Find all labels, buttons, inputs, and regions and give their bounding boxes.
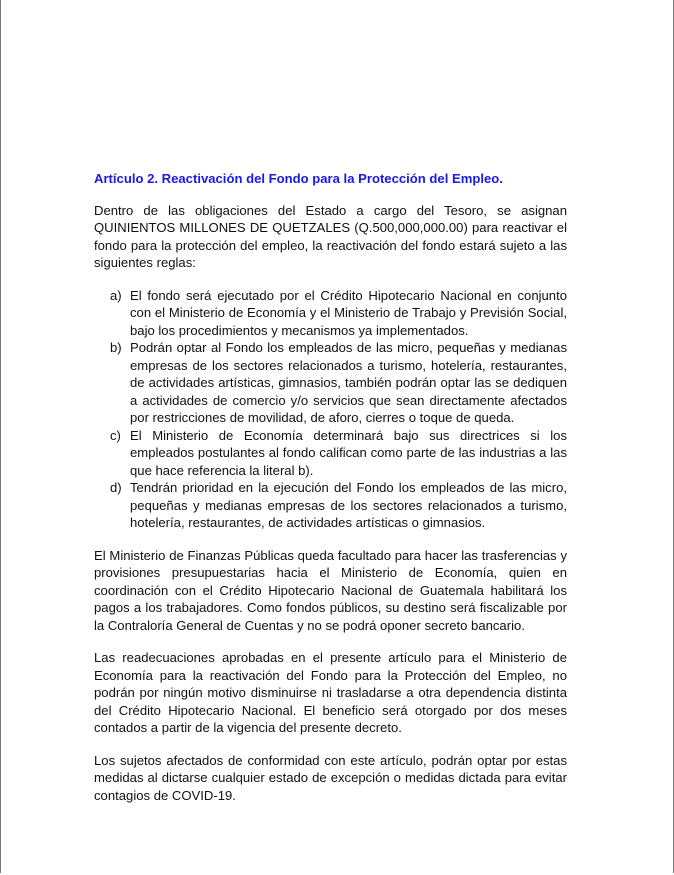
rule-marker-a: a) bbox=[110, 287, 122, 303]
rule-text-c: El Ministerio de Economía determinará bajo sus directrices si los empleados postulantes al fondo califican como parte de las industrias a las que hace referencia la literal b). bbox=[130, 427, 567, 478]
rules-list bbox=[94, 287, 567, 532]
article-paragraph-affected-subjects: Los sujetos afectados de conformidad con este artículo, podrán optar por estas medidas al dictarse cualquier estado de excepción o medidas dictada para evitar contagios de COVID-19. bbox=[94, 752, 567, 803]
rule-item-d bbox=[94, 479, 567, 532]
rule-text-b: Podrán optar al Fondo los empleados de las micro, pequeñas y medianas empresas de los sectores relacionados a turismo, hotelería, restaurantes, de actividades artísticas, gimnasios, también podrán optar las se dediquen a actividades de comercio y/o servicios que sean directamente afectados por restricciones de movilidad, de aforo, cierres o toque de queda. bbox=[130, 340, 567, 425]
rule-item-c bbox=[94, 427, 567, 480]
rule-marker-c: c) bbox=[110, 427, 121, 443]
article-title: Artículo 2. Reactivación del Fondo para la Protección del Empleo. bbox=[94, 171, 503, 186]
rule-marker-b: b) bbox=[110, 340, 122, 355]
article-paragraph-transfers: El Ministerio de Finanzas Públicas queda facultado para hacer las trasferencias y provisiones presupuestarias hacia el Ministerio de Economía, quien en coordinación con el Crédito Hipotecario Nacional de Guatemala habilitará los pagos a los trabajadores. Como fondos públicos, su destino será fiscalizable por la Contraloría General de Cuentas y no se podrá oponer secreto bancario. bbox=[94, 547, 567, 633]
rule-item-b bbox=[94, 339, 567, 427]
rule-marker-d: d) bbox=[110, 480, 122, 495]
article-intro-paragraph: Dentro de las obligaciones del Estado a cargo del Tesoro, se asignan QUINIENTOS MILLONES DE QUETZALES (Q.500,000,000.00) para reactivar el fondo para la protección del empleo, la reactivación del fondo estará sujeto a las siguientes reglas: bbox=[94, 202, 567, 270]
article-paragraph-readjustments: Las readecuaciones aprobadas en el presente artículo para el Ministerio de Economía para la reactivación del Fondo para la Protección del Empleo, no podrán por ningún motivo disminuirse ni trasladarse a otra dependencia distinta del Crédito Hipotecario Nacional. El beneficio será otorgado por dos meses contados a partir de la vigencia del presente decreto. bbox=[94, 650, 567, 735]
rule-item-a bbox=[94, 287, 567, 340]
rule-text-a: El fondo será ejecutado por el Crédito Hipotecario Nacional en conjunto con el Ministerio de Economía y el Ministerio de Trabajo y Previsión Social, bajo los procedimientos y mecanismos ya implementados. bbox=[130, 287, 567, 338]
rule-text-d: Tendrán prioridad en la ejecución del Fondo los empleados de las micro, pequeñas y medianas empresas de los sectores relacionados a turismo, hotelería, restaurantes, de actividades artísticas o gimnasios. bbox=[130, 480, 567, 530]
article-body bbox=[94, 170, 567, 819]
